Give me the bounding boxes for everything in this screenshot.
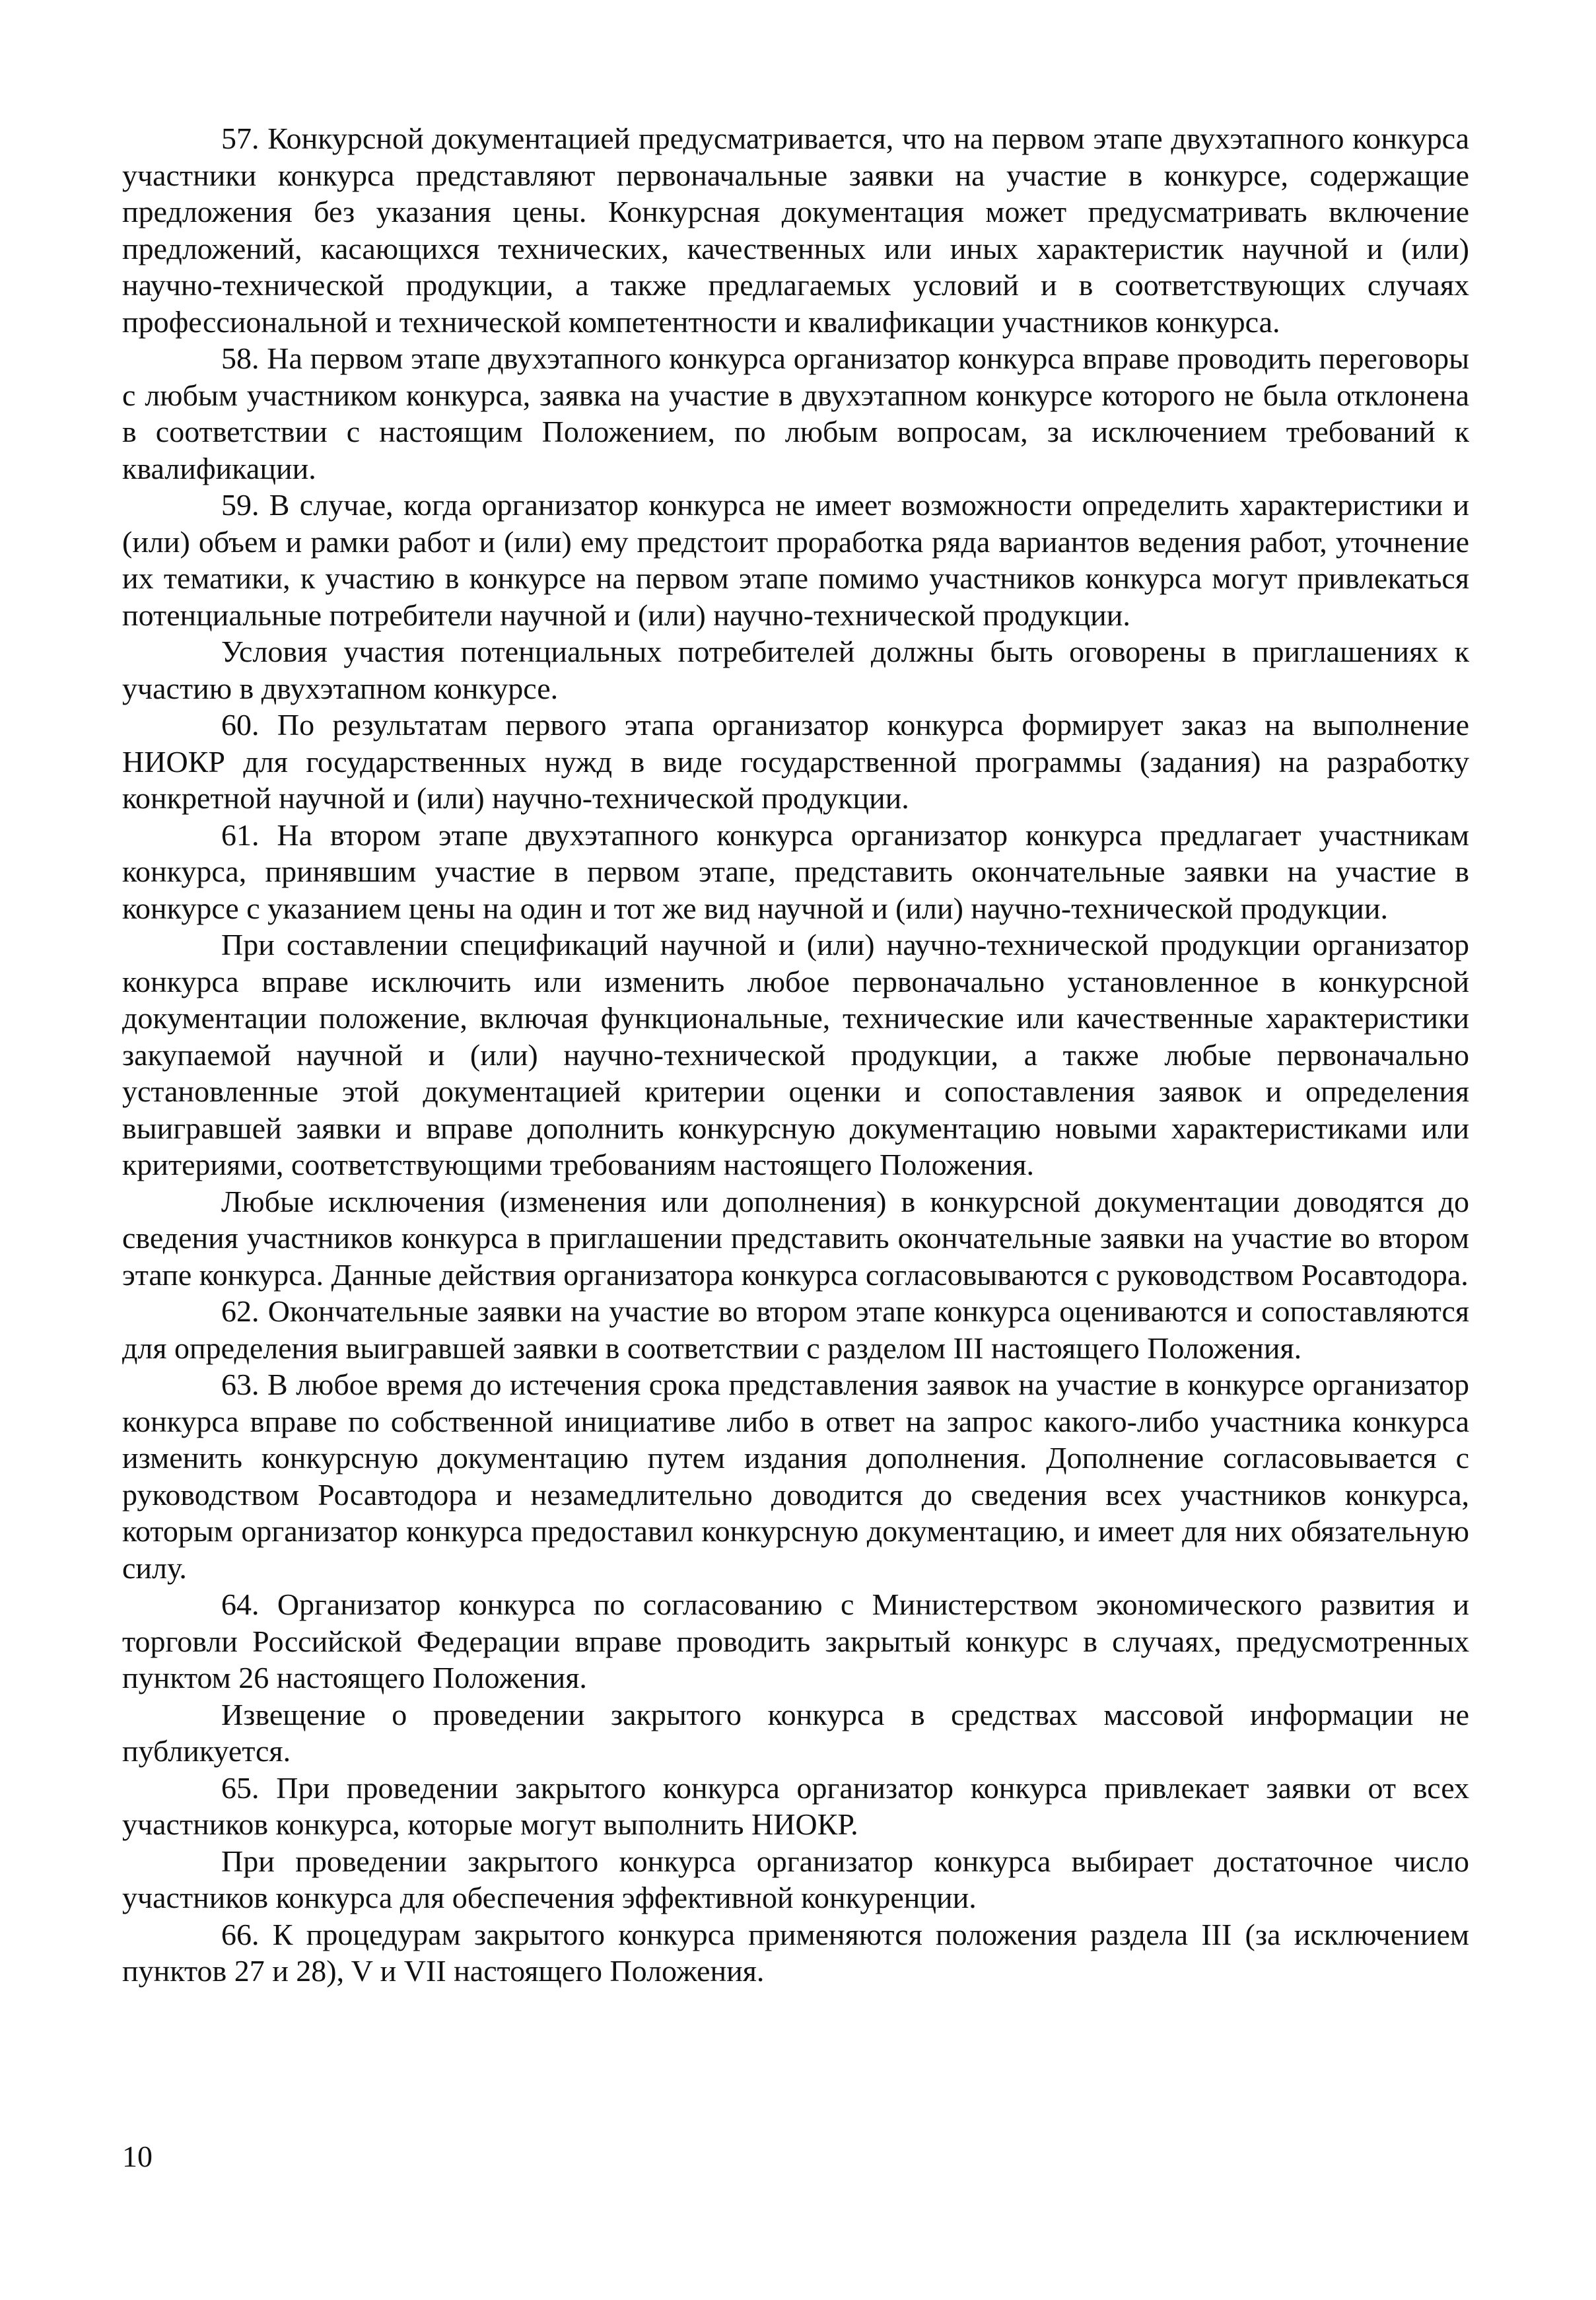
page-number: 10 [122, 2140, 153, 2173]
paragraph-64-notice: Извещение о проведении закрытого конкурса в средствах массовой информации не публикуется. [122, 1697, 1469, 1768]
paragraph-59-conditions: Условия участия потенциальных потребителей должны быть оговорены в приглашениях к участию в двухэтапном конкурсе. [122, 635, 1469, 705]
paragraph-57: 57. Конкурсной документацией предусматривается, что на первом этапе двухэтапного конкурса участники конкурса представляют первоначальные заявки на участие в конкурсе, содержащие предложения без указания цены. Конкурсная документация может предусматривать включение предложений, касающихся технических, качественных или иных характеристик научной и (или) научно-технической продукции, а также предлагаемых условий и в соответствующих случаях профессиональной и технической компетентности и квалификации участников конкурса. [122, 122, 1469, 339]
paragraph-65-selection: При проведении закрытого конкурса организатор конкурса выбирает достаточное число участников конкурса для обеспечения эффективной конкуренции. [122, 1844, 1469, 1914]
document-body [122, 120, 1469, 1990]
paragraph-61: 61. На втором этапе двухэтапного конкурса организатор конкурса предлагает участникам конкурса, принявшим участие в первом этапе, представить окончательные заявки на участие в конкурсе с указанием цены на один и тот же вид научной и (или) научно-технической продукции. [122, 818, 1469, 925]
paragraph-62: 62. Окончательные заявки на участие во втором этапе конкурса оцениваются и сопоставляются для определения выигравшей заявки в соответствии с разделом III настоящего Положения. [122, 1294, 1469, 1365]
paragraph-61-exceptions: Любые исключения (изменения или дополнения) в конкурсной документации доводятся до сведения участников конкурса в приглашении представить окончательные заявки на участие во втором этапе конкурса. Данные действия организатора конкурса согласовываются с руководством Росавтодора. [122, 1184, 1469, 1292]
paragraph-66: 66. К процедурам закрытого конкурса применяются положения раздела III (за исключением пунктов 27 и 28), V и VII настоящего Положения. [122, 1917, 1469, 1988]
paragraph-64: 64. Организатор конкурса по согласованию с Министерством экономического развития и торговли Российской Федерации вправе проводить закрытый конкурс в случаях, предусмотренных пунктом 26 настоящего Положения. [122, 1587, 1469, 1694]
paragraph-58: 58. На первом этапе двухэтапного конкурса организатор конкурса вправе проводить переговоры с любым участником конкурса, заявка на участие в двухэтапном конкурсе которого не была отклонена в соответствии с настоящим Положением, по любым вопросам, за исключением требований к квалификации. [122, 341, 1469, 485]
paragraph-60: 60. По результатам первого этапа организатор конкурса формирует заказ на выполнение НИОКР для государственных нужд в виде государственной программы (задания) на разработку конкретной научной и (или) научно-технической продукции. [122, 708, 1469, 815]
paragraph-63: 63. В любое время до истечения срока представления заявок на участие в конкурсе организатор конкурса вправе по собственной инициативе либо в ответ на запрос какого-либо участника конкурса изменить конкурсную документацию путем издания дополнения. Дополнение согласовывается с руководством Росавтодора и незамедлительно доводится до сведения всех участников конкурса, которым организатор конкурса предоставил конкурсную документацию, и имеет для них обязательную силу. [122, 1368, 1469, 1585]
paragraph-65: 65. При проведении закрытого конкурса организатор конкурса привлекает заявки от всех участников конкурса, которые могут выполнить НИОКР. [122, 1770, 1469, 1841]
paragraph-59: 59. В случае, когда организатор конкурса не имеет возможности определить характеристики и (или) объем и рамки работ и (или) ему предстоит проработка ряда вариантов ведения работ, уточнение их тематики, к участию в конкурсе на первом этапе помимо участников конкурса могут привлекаться потенциальные потребители научной и (или) научно-технической продукции. [122, 488, 1469, 632]
paragraph-61-specifications: При составлении спецификаций научной и (или) научно-технической продукции организатор конкурса вправе исключить или изменить любое первоначально установленное в конкурсной документации положение, включая функциональные, технические или качественные характеристики закупаемой научной и (или) научно-технической продукции, а также любые первоначально установленные этой документацией критерии оценки и сопоставления заявок и определения выигравшей заявки и вправе дополнить конкурсную документацию новыми характеристиками или критериями, соответствующими требованиям настоящего Положения. [122, 928, 1469, 1181]
